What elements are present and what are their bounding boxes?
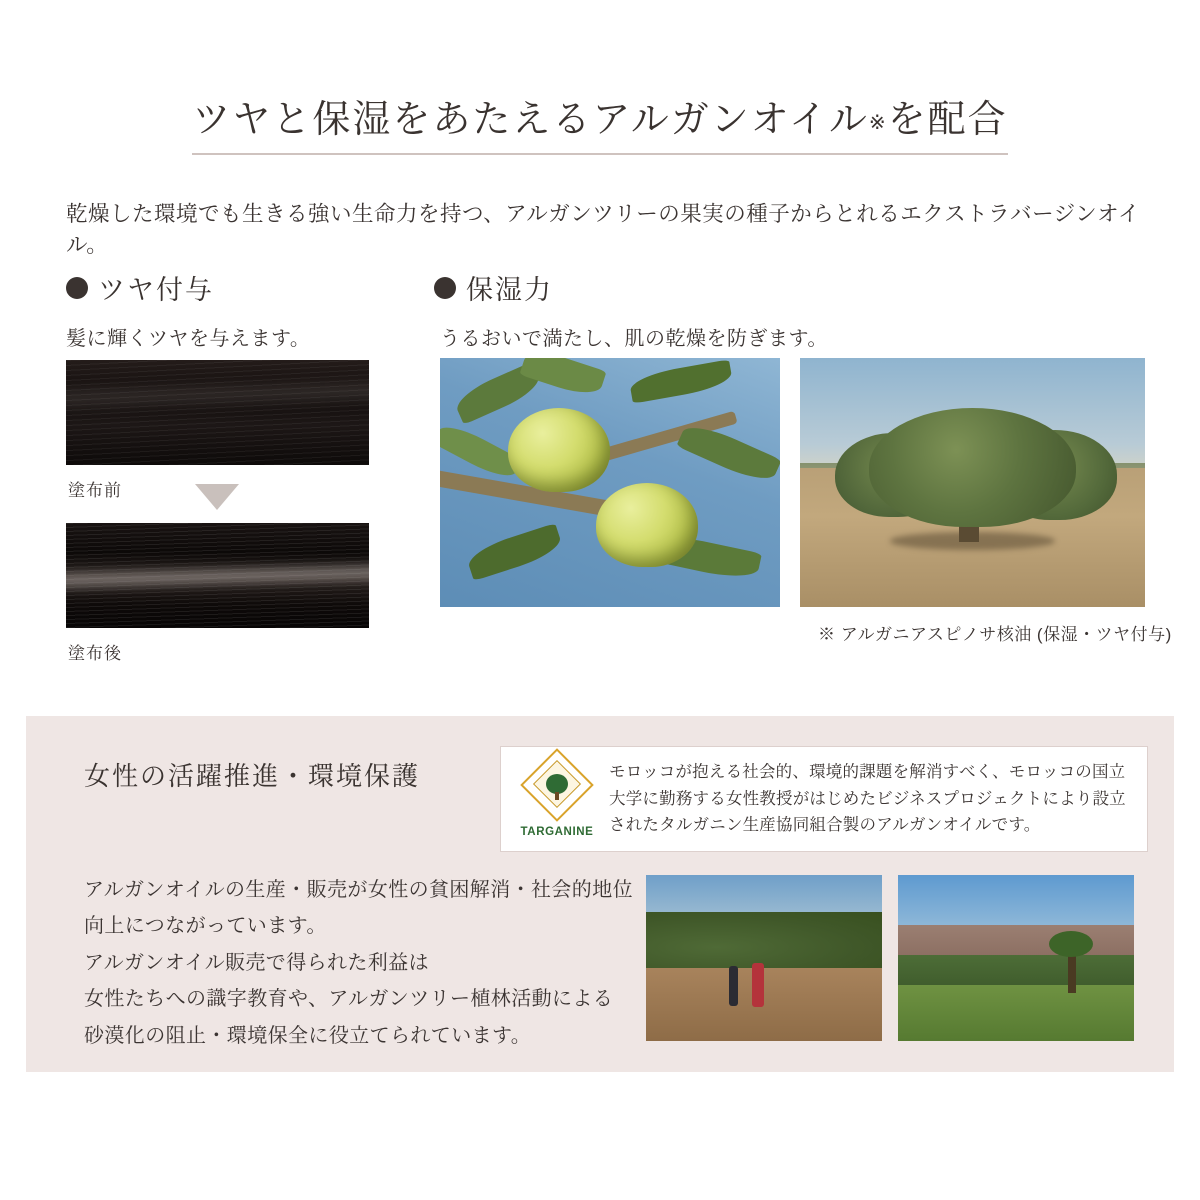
targanine-logo (511, 756, 603, 842)
hair-before-label: 塗布前 (68, 481, 122, 500)
person-figure (752, 963, 764, 1007)
targanine-logo-text: TARGANINE (520, 826, 594, 838)
section-heading-gloss-label: ツヤ付与 (98, 275, 214, 305)
logo-trunk-shape (555, 792, 559, 800)
targanine-note-box (500, 746, 1148, 852)
bullet-dot-icon (434, 277, 456, 299)
section-subtitle-moisture: うるおいで満たし、肌の乾燥を防ぎます。 (440, 328, 828, 350)
argan-grove-people-photo (646, 875, 882, 1041)
hair-before-image (66, 360, 369, 465)
arrow-down-icon (195, 484, 239, 510)
photo-grass-foreground (898, 985, 1134, 1041)
targanine-note-text: モロッコが抱える社会的、環境的課題を解消すべく、モロッコの国立大学に勤務する女性教授がはじめたビジネスプロジェクトにより設立されたタルガニン生産協同組合製のアルガンオイルです。 (609, 762, 1126, 835)
page-title (192, 96, 1007, 155)
csr-panel-title: 女性の活躍推進・環境保護 (84, 761, 421, 791)
headline-container (0, 96, 1200, 155)
page-title-tail: を配合 (887, 99, 1008, 141)
lead-paragraph: 乾燥した環境でも生きる強い生命力を持つ、アルガンツリーの果実の種子からとれるエクストラバージンオイル。 (66, 202, 1141, 257)
person-figure (729, 966, 738, 1006)
section-heading-moisture (434, 268, 553, 307)
asterisk-mark: ※ (868, 112, 888, 134)
argan-fruit-shape (508, 408, 610, 493)
section-heading-gloss (66, 268, 214, 307)
hair-after-image (66, 523, 369, 628)
argan-fruit-photo (440, 358, 780, 607)
section-heading-moisture-label: 保湿力 (466, 275, 553, 305)
argan-tree-photo (800, 358, 1145, 607)
argan-oil-ingredient-caption: ※ アルガニアスピノサ核油 (保湿・ツヤ付与) (818, 625, 1172, 644)
csr-panel-body: アルガンオイルの生産・販売が女性の貧困解消・社会的地位向上につながっています。 アルガンオイル販売で得られた利益は 女性たちへの識字教育や、アルガンツリー植林活動による 砂漠化の阻止・環境保全に役立てられています。 (84, 879, 633, 1047)
page-title-main: ツヤと保湿をあたえるアルガンオイル (192, 99, 869, 141)
logo-tree-icon (546, 774, 568, 794)
section-subtitle-gloss: 髪に輝くツヤを与えます。 (66, 328, 311, 350)
hair-after-label: 塗布後 (68, 644, 122, 663)
photo-tree-row (898, 955, 1134, 988)
bullet-dot-icon (66, 277, 88, 299)
argan-fruit-shape (596, 483, 698, 568)
hair-sheen-band (66, 375, 369, 413)
tree-canopy-shape (869, 408, 1076, 528)
photo-trees-background (646, 912, 882, 972)
morocco-valley-photo (898, 875, 1134, 1041)
